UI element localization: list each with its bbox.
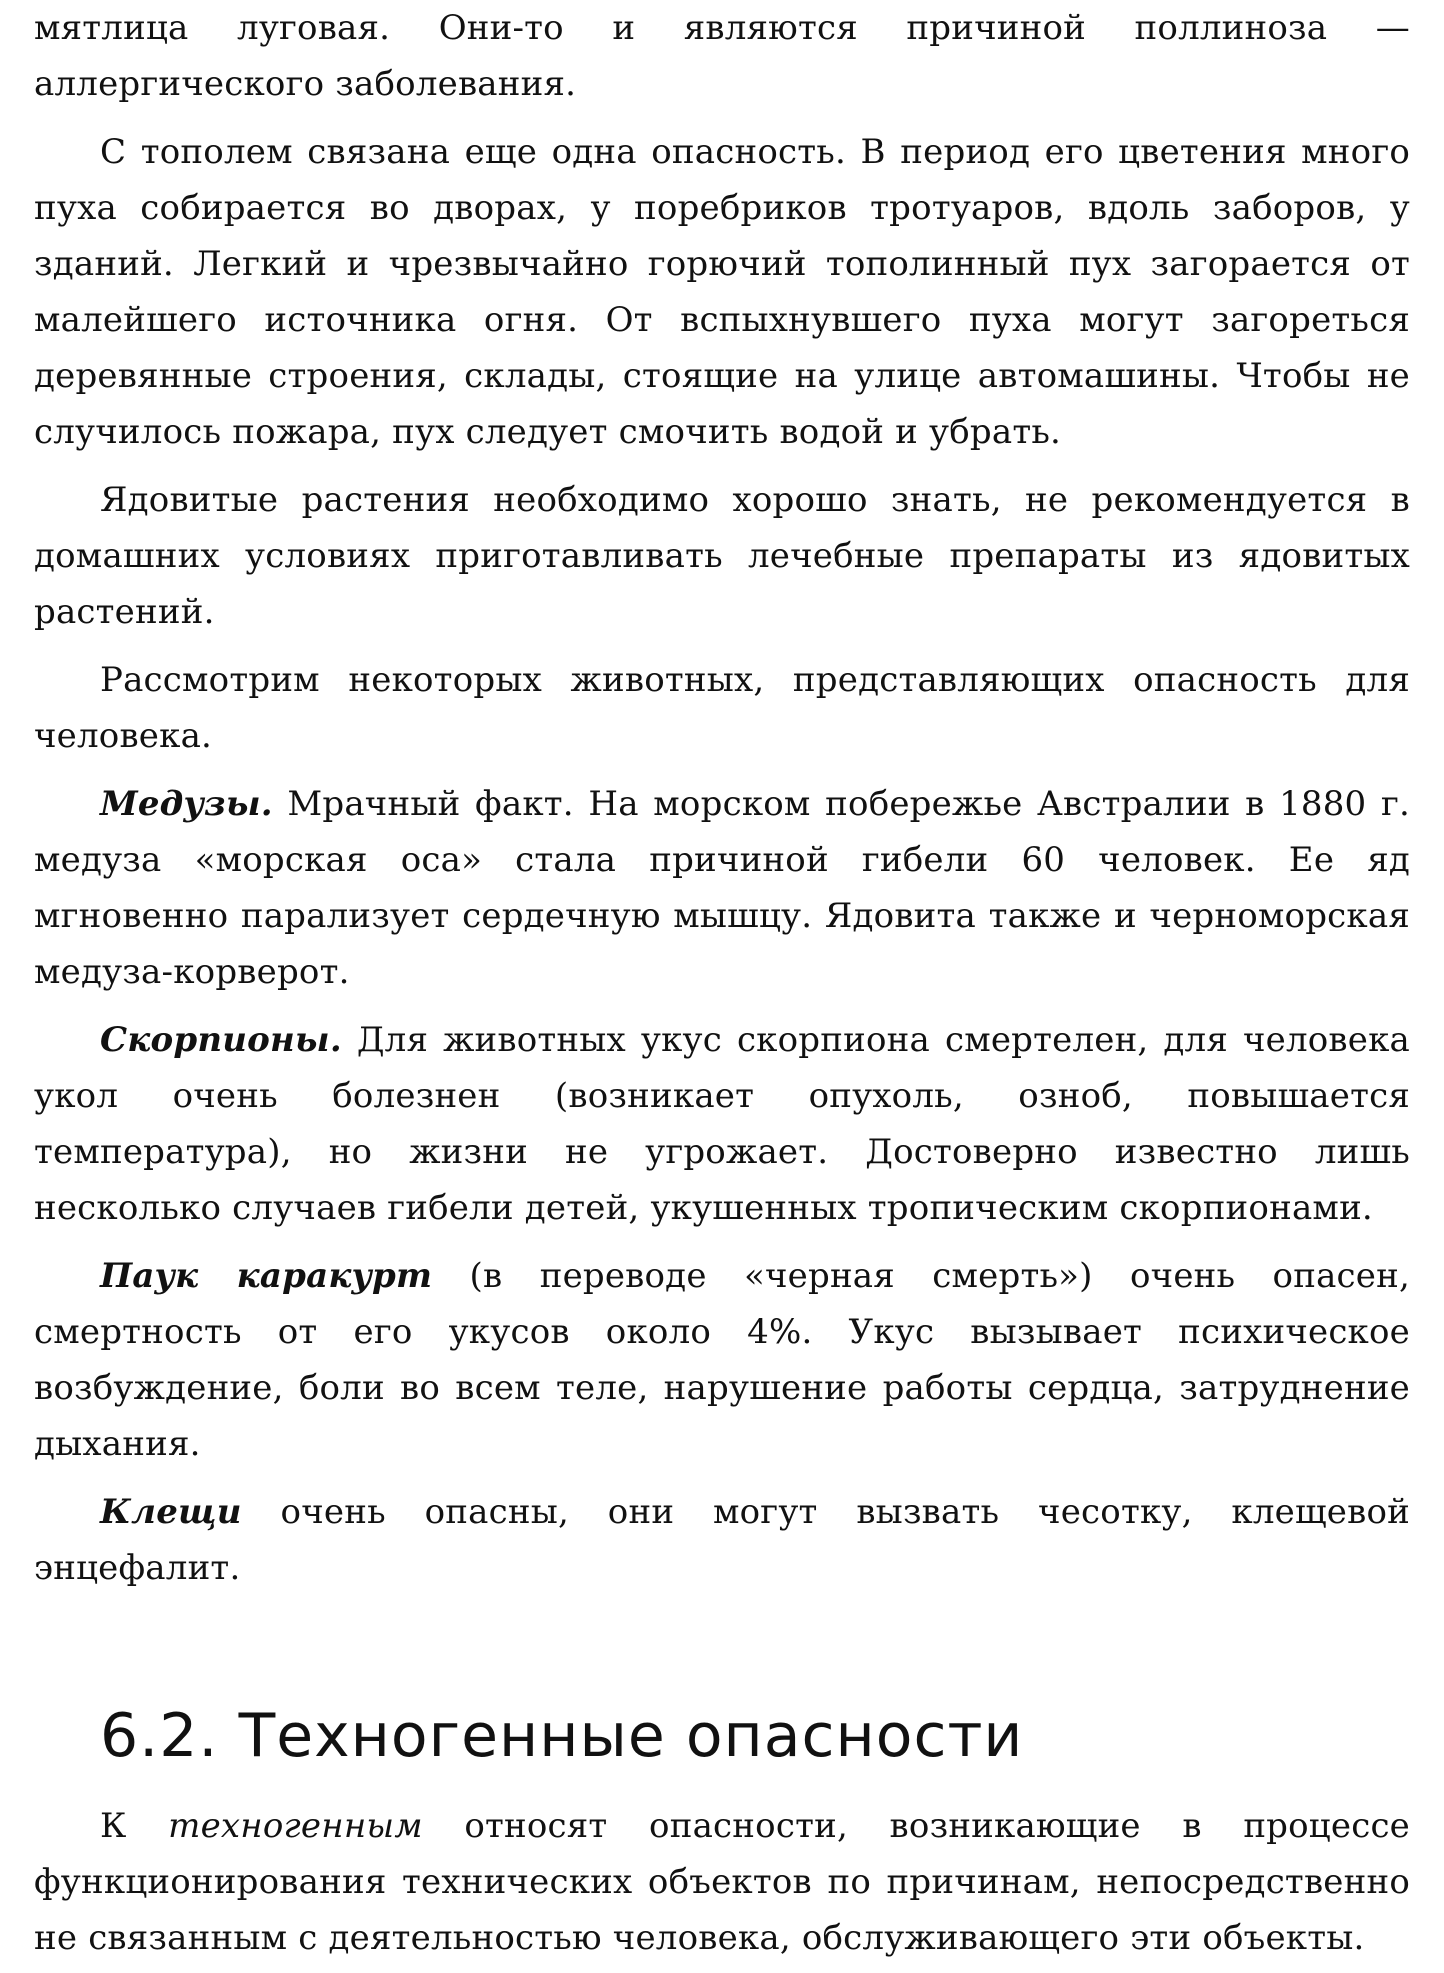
paragraph-dangerous-animals <box>34 652 1410 764</box>
paragraph-text: очень опасны, они могут вызвать чесотку, клещевой энцефалит. <box>34 1492 1410 1588</box>
paragraph-technogenic-definition <box>34 1798 1410 1966</box>
paragraph-jellyfish <box>34 776 1410 1000</box>
paragraph-text: Рассмотрим некоторых животных, представляющих опасность для человека. <box>34 660 1410 756</box>
section-heading: 6.2. Техногенные опасности <box>100 1701 1024 1771</box>
term-scorpions: Скорпионы. <box>100 1020 342 1060</box>
term-jellyfish: Медузы. <box>100 784 273 824</box>
paragraph-ticks <box>34 1484 1410 1596</box>
paragraph-poplar-fluff <box>34 124 1410 460</box>
paragraph-text: Мрачный факт. На морском побережье Австралии в 1880 г. медуза «морская оса» стала причиной гибели 60 человек. Ее яд мгновенно парализует сердечную мышцу. Ядовита также и черноморская медуза-корверот. <box>34 784 1410 992</box>
document-page <box>34 0 1410 1973</box>
term-ticks: Клещи <box>100 1492 242 1532</box>
paragraph-text: (в переводе «черная смерть») очень опасен, смертность от его укусов около 4%. Укус вызывает психическое возбуждение, боли во всем теле, нарушение работы сердца, затруднение дыхания. <box>34 1256 1410 1464</box>
paragraph-pollinosis <box>34 0 1410 112</box>
paragraph-text: относят опасности, возникающие в процессе функционирования технических объектов по причинам, непосредственно не связанным с деятельностью человека, обслуживающего эти объекты. <box>34 1806 1411 1958</box>
paragraph-scorpions <box>34 1012 1410 1236</box>
emphasis-technogenic: техногенным <box>168 1806 423 1846</box>
paragraph-lead: К <box>100 1806 169 1846</box>
paragraph-text: Ядовитые растения необходимо хорошо знать, не рекомендуется в домашних условиях приготавливать лечебные препараты из ядовитых растений. <box>34 480 1410 632</box>
paragraph-text: С тополем связана еще одна опасность. В период его цветения много пуха собирается во дворах, у поребриков тротуаров, вдоль заборов, у зданий. Легкий и чрезвычайно горючий тополинный пух загорается от малейшего источника огня. От вспыхнувшего пуха могут загореться деревянные строения, склады, стоящие на улице автомашины. Чтобы не случилось пожара, пух следует смочить водой и убрать. <box>34 132 1410 452</box>
paragraph-text: Для животных укус скорпиона смертелен, для человека укол очень болезнен (возникает опухоль, озноб, повышается температура), но жизни не угрожает. Достоверно известно лишь несколько случаев гибели детей, укушенных тропическим скорпионами. <box>34 1020 1410 1228</box>
paragraph-karakurt <box>34 1248 1410 1472</box>
paragraph-text: мятлица луговая. Они-то и являются причиной поллиноза — аллергического заболевания. <box>34 8 1410 104</box>
paragraph-poisonous-plants <box>34 472 1410 640</box>
term-karakurt: Паук каракурт <box>100 1256 433 1296</box>
